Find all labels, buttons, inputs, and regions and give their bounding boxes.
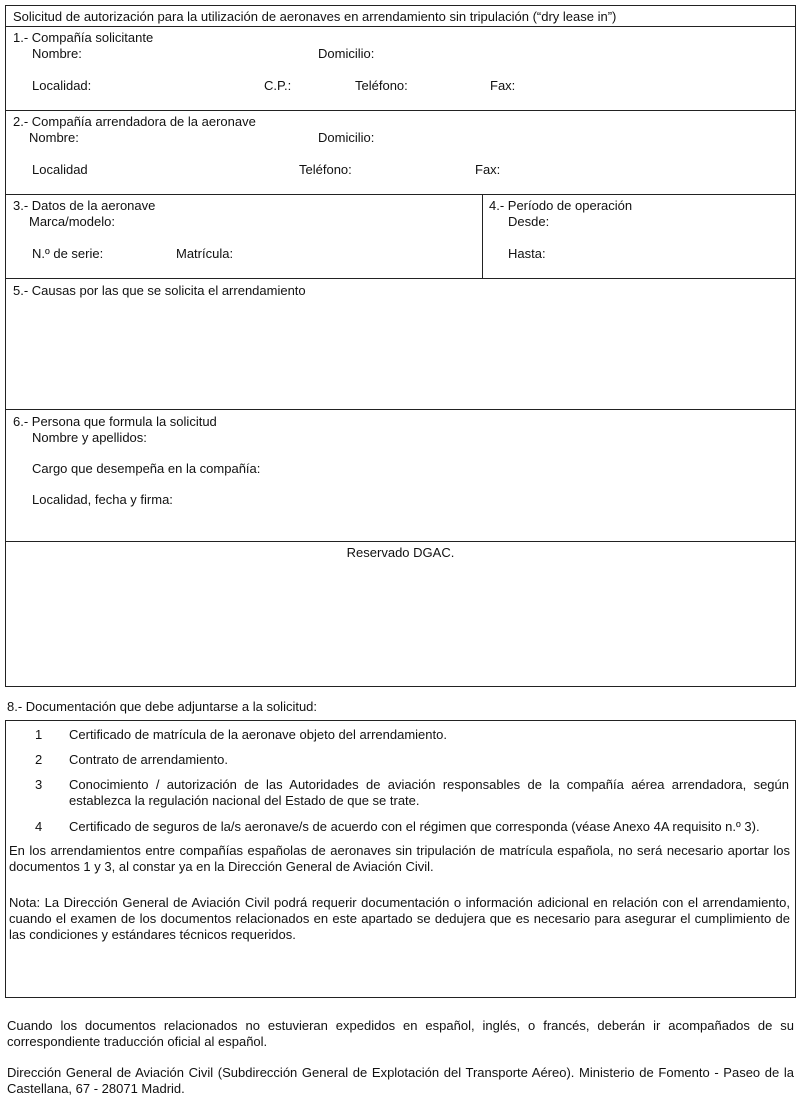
locality-label: Localidad: — [32, 78, 92, 93]
postal-code-label: C.P.: — [264, 78, 292, 93]
from-label: Desde: — [508, 214, 550, 229]
phone-label: Teléfono: — [355, 78, 408, 93]
reserved-label: Reservado DGAC. — [346, 545, 455, 560]
section-requester — [5, 409, 796, 542]
doc-item: Contrato de arrendamiento. — [69, 752, 228, 767]
phone-label: Teléfono: — [299, 162, 352, 177]
section-title: 3.- Datos de la aeronave — [13, 198, 156, 213]
doc-number: 3 — [35, 777, 43, 792]
section-period — [482, 194, 796, 279]
fax-label: Fax: — [475, 162, 501, 177]
name-label: Nombre: — [32, 46, 82, 61]
documentation-title: 8.- Documentación que debe adjuntarse a la solicitud: — [7, 699, 318, 714]
note-paragraph: Nota: La Dirección General de Aviación Civil podrá requerir documentación o información adicional en relación con el arrendamiento, cuando el examen de los documentos relacionados en este apartado se dedujera que es necesario para asegurar el cumplimiento de las condiciones y estándares técnicos requeridos. — [9, 895, 790, 942]
doc-number: 1 — [35, 727, 43, 742]
doc-number: 4 — [35, 819, 43, 834]
doc-item: Conocimiento / autorización de las Autoridades de aviación responsables de la compañía aérea arrendadora, según establezca la regulación nacional del Estado de que se trate. — [69, 777, 789, 808]
exemption-paragraph: En los arrendamientos entre compañías españolas de aeronaves sin tripulación de matrícula española, no será necesario aportar los documentos 1 y 3, al constar ya en la Dirección General de Aviación Civil. — [9, 843, 790, 874]
section-title: 6.- Persona que formula la solicitud — [13, 414, 217, 429]
section-documentation — [5, 720, 796, 998]
section-lessor — [5, 110, 796, 195]
form-title: Solicitud de autorización para la utilización de aeronaves en arrendamiento sin tripulación (“dry lease in”) — [13, 9, 617, 24]
address-footer: Dirección General de Aviación Civil (Subdirección General de Explotación del Transporte Aéreo). Ministerio de Fomento - Paseo de la Castellana, 67 - 28071 Madrid. — [7, 1065, 794, 1096]
section-reserved — [5, 541, 796, 687]
doc-item: Certificado de matrícula de la aeronave objeto del arrendamiento. — [69, 727, 447, 742]
section-aircraft — [5, 194, 483, 279]
translation-note: Cuando los documentos relacionados no estuvieran expedidos en español, inglés, o francés, deberán ir acompañados de su correspondiente traducción oficial al español. — [7, 1018, 794, 1049]
section-title: 1.- Compañía solicitante — [13, 30, 154, 45]
section-title: 2.- Compañía arrendadora de la aeronave — [13, 114, 256, 129]
full-name-label: Nombre y apellidos: — [32, 430, 147, 445]
name-label: Nombre: — [29, 130, 79, 145]
form-header — [5, 5, 796, 27]
section-title: 5.- Causas por las que se solicita el arrendamiento — [13, 283, 306, 298]
section-applicant — [5, 26, 796, 111]
registration-label: Matrícula: — [176, 246, 234, 261]
serial-label: N.º de serie: — [32, 246, 104, 261]
position-label: Cargo que desempeña en la compañía: — [32, 461, 261, 476]
section-title: 4.- Período de operación — [489, 198, 633, 213]
doc-item: Certificado de seguros de la/s aeronave/s de acuerdo con el régimen que corresponda (véase Anexo 4A requisito n.º 3). — [69, 819, 760, 834]
address-label: Domicilio: — [318, 46, 375, 61]
section-reasons — [5, 278, 796, 410]
locality-label: Localidad — [32, 162, 88, 177]
to-label: Hasta: — [508, 246, 546, 261]
signature-label: Localidad, fecha y firma: — [32, 492, 173, 507]
address-label: Domicilio: — [318, 130, 375, 145]
fax-label: Fax: — [490, 78, 516, 93]
doc-number: 2 — [35, 752, 43, 767]
model-label: Marca/modelo: — [29, 214, 115, 229]
